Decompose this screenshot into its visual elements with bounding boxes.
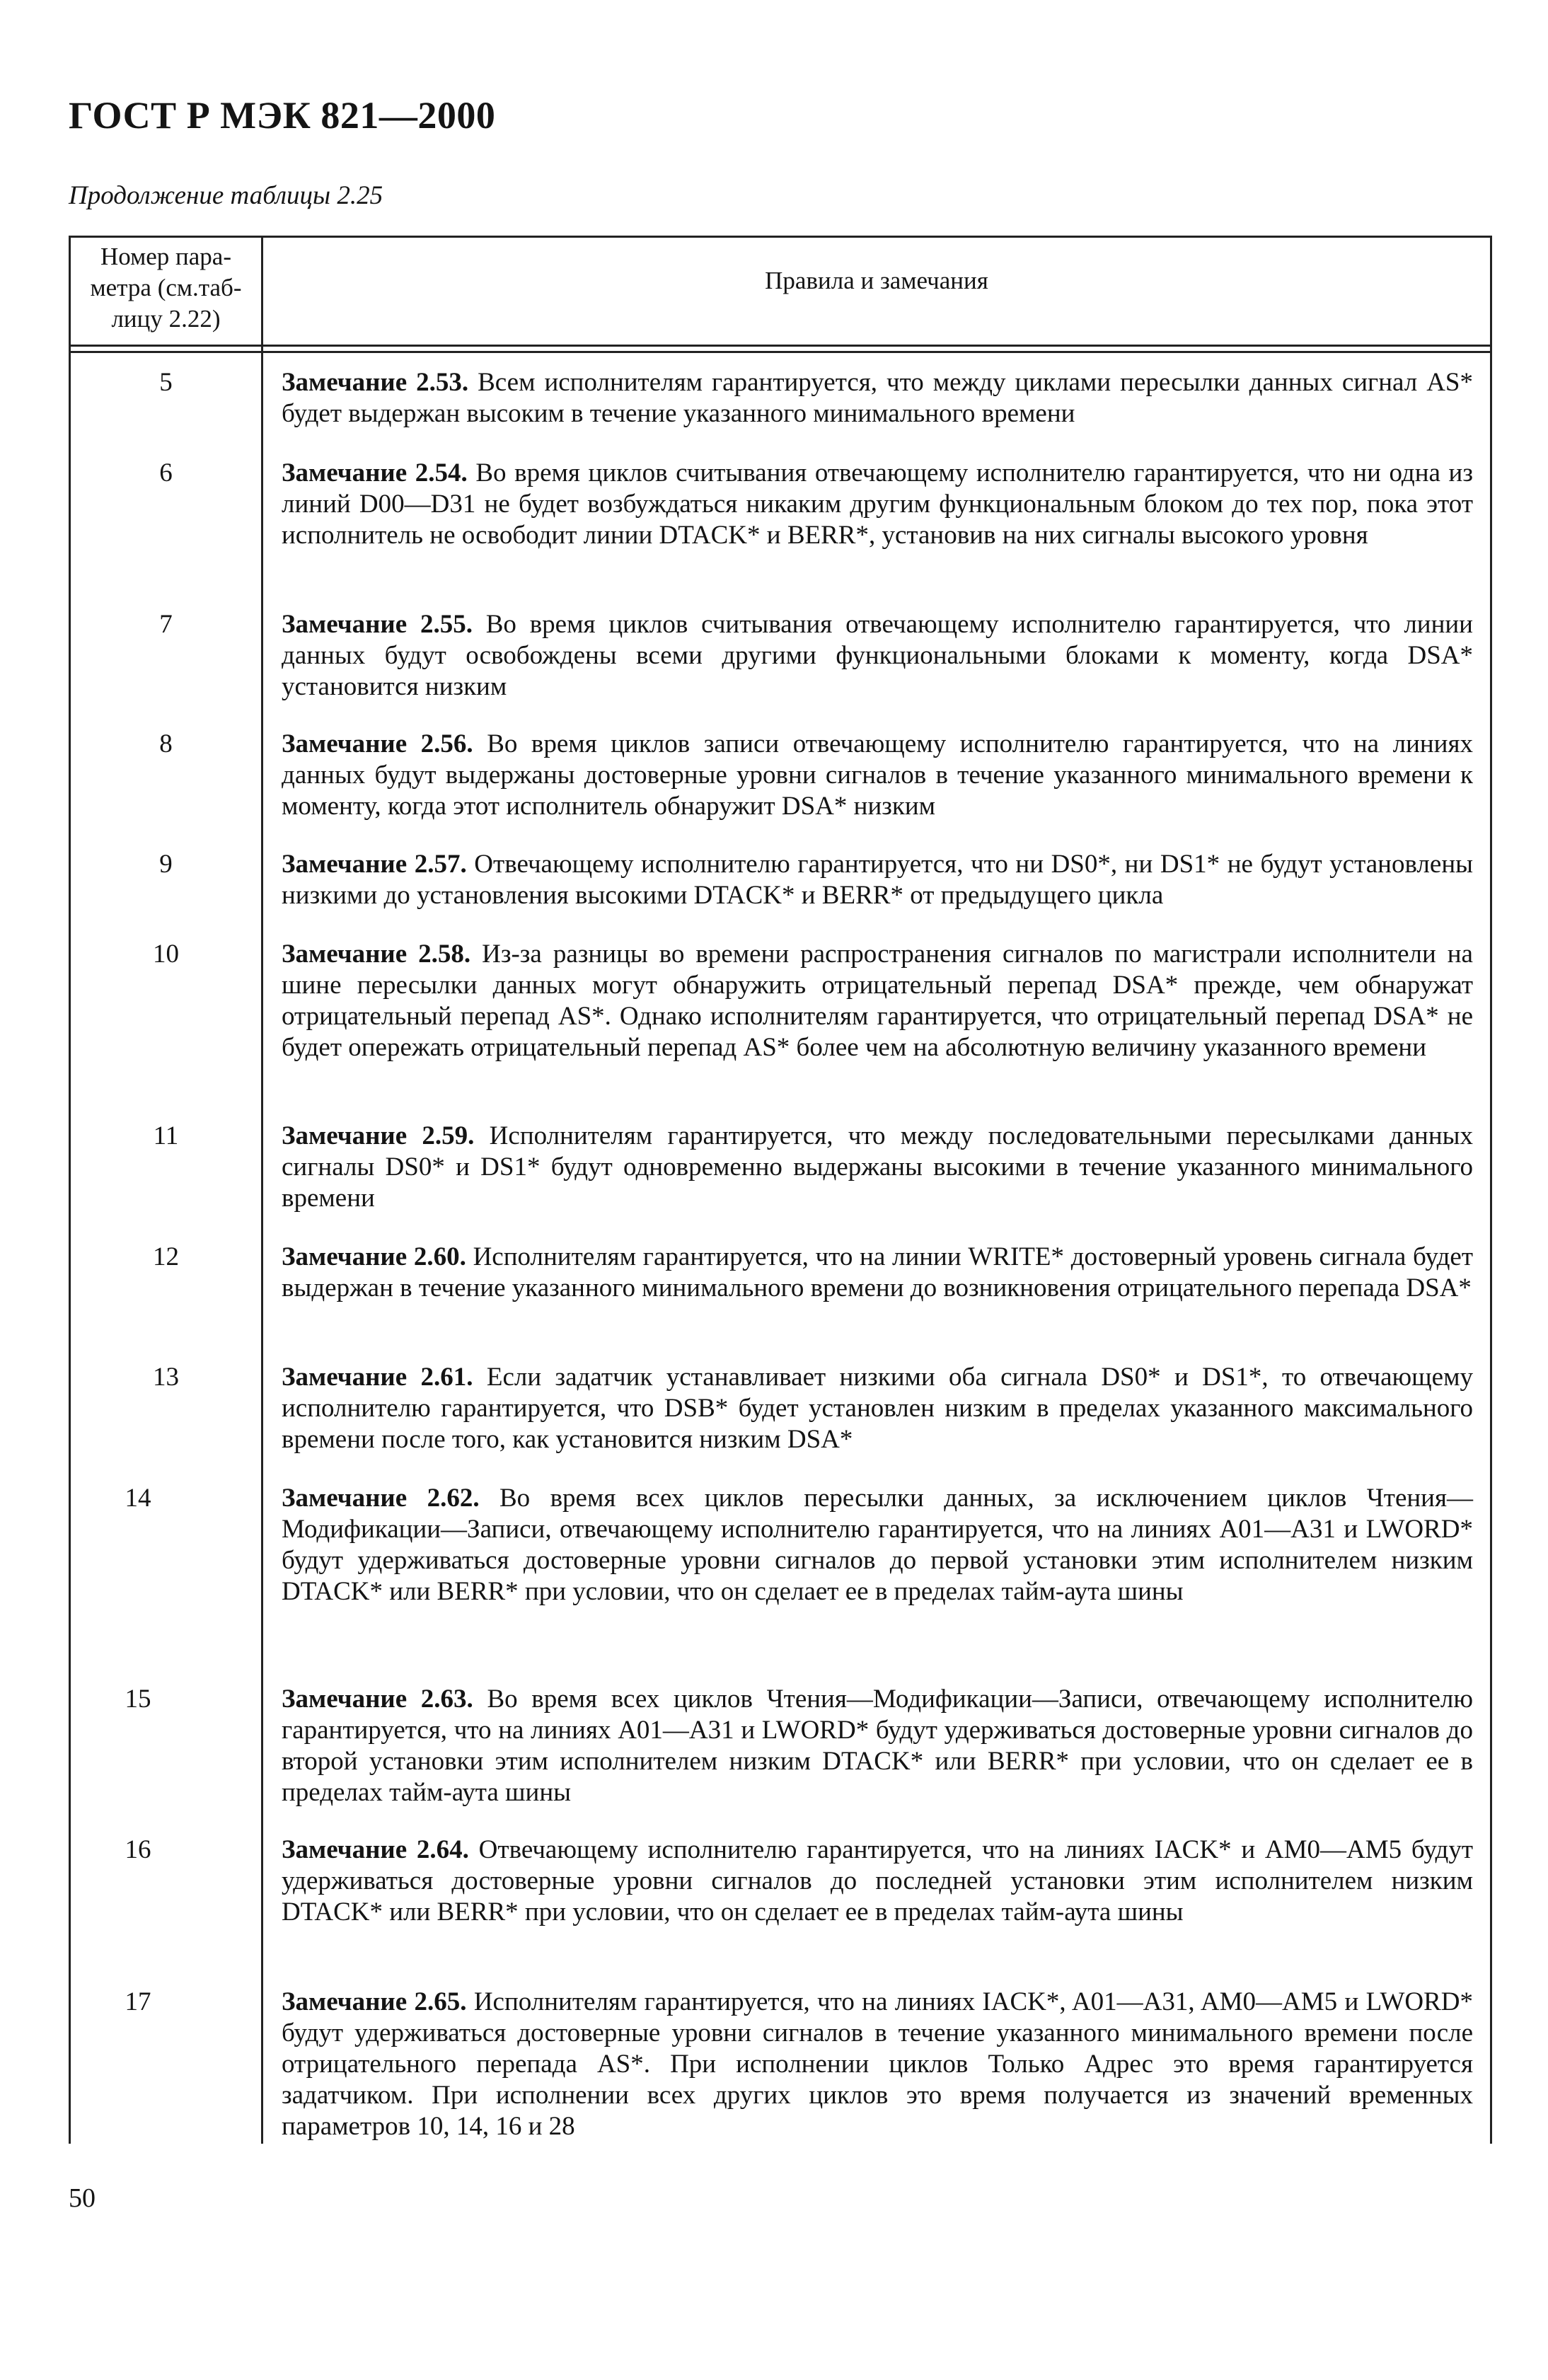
note-label: Замечание 2.55. [282,610,473,639]
note-label: Замечание 2.63. [282,1685,473,1714]
note-label: Замечание 2.59. [282,1121,475,1150]
param-number: 16 [125,1835,151,1864]
note-label: Замечание 2.58. [282,940,471,969]
note-text [282,1121,1473,1214]
header-divider-1 [69,345,1492,347]
table-caption: Продолжение таблицы 2.25 [69,181,383,210]
column-header-rules: Правила и замечания [765,267,988,294]
param-number: 6 [159,458,173,487]
note-label: Замечание 2.57. [282,850,467,879]
table-top-border [69,236,1492,238]
param-number: 10 [153,940,179,969]
document-header: ГОСТ Р МЭК 821—2000 [69,94,496,137]
param-number: 11 [153,1121,179,1150]
note-body: Из-за разницы во времени распространения сигналов по магистрали исполнители на шине пересылки данных могут обнаружить отрицательный перепад DSA* прежде, чем обнаружат отрицательный перепад AS*. Однако исполнителям гарантируется, что отрицательный перепад DSA* не будет опережать отрицательный перепад AS* более чем на абсолютную величину указанного времени [282,940,1473,1062]
note-body: Исполнителям гарантируется, что на линии WRITE* достоверный уровень сигнала будет выдержан в течение указанного минимального времени до возникновения отрицательного перепада DSA* [282,1242,1473,1302]
param-number: 12 [153,1242,179,1271]
note-text [282,1242,1473,1304]
note-body: Всем исполнителям гарантируется, что между циклами пересылки данных сигнал AS* будет выдержан высоким в течение указанного минимального времени [282,368,1473,428]
column-header-number-line2: метра (см.таб- [90,274,242,301]
column-header-number [71,241,261,335]
note-text [282,1835,1473,1928]
note-body: Отвечающему исполнителю гарантируется, что ни DS0*, ни DS1* не будут установлены низкими до установления высокими DTACK* и BERR* от предыдущего цикла [282,850,1473,910]
note-label: Замечание 2.65. [282,1987,467,2016]
column-header-number-line3: лицу 2.22) [111,305,221,333]
note-body: Во время всех циклов пересылки данных, за исключением циклов Чтения—Модификации—Записи, отвечающему исполнителю гарантируется, что на линиях A01—A31 и LWORD* будут удерживаться достоверные уровни сигналов до первой установки этим исполнителем низким DTACK* или BERR* при условии, что он сделает ее в пределах тайм-аута шины [282,1484,1473,1606]
note-label: Замечание 2.53. [282,368,469,397]
note-label: Замечание 2.64. [282,1835,469,1864]
note-label: Замечание 2.60. [282,1242,466,1271]
note-body: Исполнителям гарантируется, что на линиях IACK*, A01—A31, AM0—AM5 и LWORD* будут удерживаться достоверные уровни сигналов в течение указанного минимального времени после отрицательного перепада AS*. При исполнении циклов Только Адрес это время гарантируется задатчиком. При исполнении всех других циклов это время получается из значений временных параметров 10, 14, 16 и 28 [282,1987,1473,2141]
header-divider-2 [69,351,1492,353]
page-number: 50 [69,2183,96,2213]
note-body: Во время циклов считывания отвечающему исполнителю гарантируется, что линии данных будут освобождены всеми другими функциональными блоками к моменту, когда DSA* установится низким [282,610,1473,701]
note-body: Во время всех циклов Чтения—Модификации—Записи, отвечающему исполнителю гарантируется, что на линиях A01—A31 и LWORD* будут удерживаться достоверные уровни сигналов до второй установки этим исполнителем низким DTACK* или BERR* при условии, что он сделает ее в пределах тайм-аута шины [282,1685,1473,1807]
note-text [282,458,1473,551]
param-number: 15 [125,1685,151,1714]
note-body: Во время циклов записи отвечающему исполнителю гарантируется, что на линиях данных будут выдержаны достоверные уровни сигналов в течение указанного минимального времени к моменту, когда этот исполнитель обнаружит DSA* низким [282,729,1473,821]
note-label: Замечание 2.54. [282,458,468,487]
param-number: 9 [159,850,173,879]
note-body: Отвечающему исполнителю гарантируется, что на линиях IACK* и AM0—AM5 будут удерживаться достоверные уровни сигналов до последней установки этим исполнителем низким DTACK* или BERR* при условии, что он сделает ее в пределах тайм-аута шины [282,1835,1473,1926]
note-text [282,939,1473,1063]
param-number: 17 [125,1987,151,2016]
table-right-border [1490,236,1492,2144]
note-text [282,1483,1473,1607]
note-text [282,729,1473,822]
column-header-number-line1: Номер пара- [100,243,231,270]
note-text [282,609,1473,703]
param-number: 8 [159,729,173,758]
note-label: Замечание 2.61. [282,1363,473,1392]
note-text [282,367,1473,429]
note-text [282,1362,1473,1455]
note-text [282,1987,1473,2142]
note-label: Замечание 2.62. [282,1484,480,1513]
note-text [282,849,1473,911]
column-divider [261,236,263,2144]
param-number: 5 [159,368,173,397]
param-number: 13 [153,1363,179,1392]
param-number: 7 [159,610,173,639]
note-label: Замечание 2.56. [282,729,473,758]
param-number: 14 [125,1484,151,1513]
note-body: Если задатчик устанавливает низкими оба сигнала DS0* и DS1*, то отвечающему исполнителю гарантируется, что DSB* будет установлен низким в пределах указанного максимального времени после того, как установится низким DSA* [282,1363,1473,1454]
notes-table [69,236,1492,2144]
note-body: Во время циклов считывания отвечающему исполнителю гарантируется, что ни одна из линий D00—D31 не будет возбуждаться никаким другим функциональным блоком до тех пор, пока этот исполнитель не освободит линии DTACK* и BERR*, установив на них сигналы высокого уровня [282,458,1473,550]
note-text [282,1684,1473,1808]
note-body: Исполнителям гарантируется, что между последовательными пересылками данных сигналы DS0* и DS1* будут одновременно выдержаны высокими в течение указанного минимального времени [282,1121,1473,1213]
